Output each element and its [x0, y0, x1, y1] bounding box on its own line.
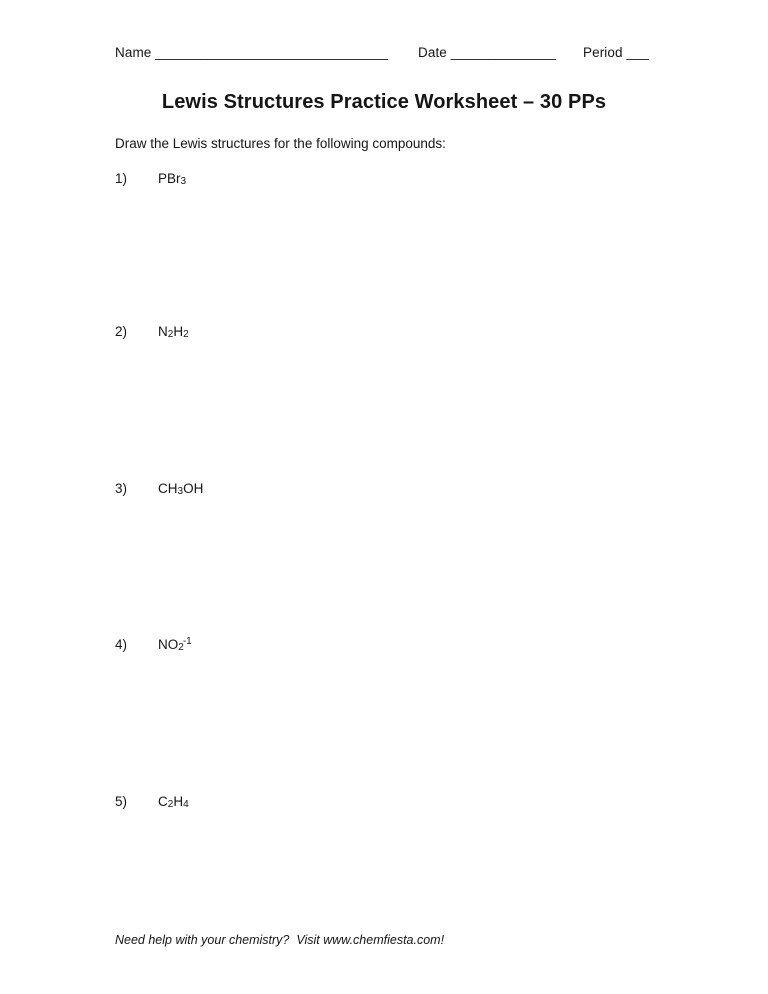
problem-number: 1): [115, 171, 128, 186]
footer-note: Need help with your chemistry? Visit www.chemfiesta.com!: [115, 933, 445, 947]
problem-number: 4): [115, 637, 128, 652]
period-field: [583, 44, 649, 61]
problem-formula: $NO2^{-1}$: [158, 636, 192, 653]
problem-row: [115, 793, 189, 813]
period-label: Period: [583, 45, 623, 60]
problem-number: 2): [115, 324, 128, 339]
problem-number: 3): [115, 481, 128, 496]
name-label: Name: [115, 45, 152, 60]
date-label: Date: [418, 45, 447, 60]
problem-row: [115, 480, 203, 500]
problem-row: [115, 633, 192, 656]
date-blank-line: ______________: [450, 45, 556, 60]
problem-formula: CH3OH: [158, 481, 204, 497]
problem-row: [115, 170, 186, 190]
name-field: [115, 44, 388, 61]
problem-formula: C2H4: [158, 794, 189, 810]
date-field: [418, 44, 556, 61]
problem-formula: PBr3: [158, 171, 187, 187]
problem-formula: N2H2: [158, 324, 189, 340]
name-blank-line: _______________________________: [155, 45, 389, 60]
period-blank-line: ___: [626, 45, 650, 60]
problem-row: [115, 323, 189, 343]
problem-number: 5): [115, 794, 128, 809]
page-title: Lewis Structures Practice Worksheet – 30 PPs: [161, 91, 607, 113]
instruction-text: Draw the Lewis structures for the following compounds:: [115, 136, 446, 151]
